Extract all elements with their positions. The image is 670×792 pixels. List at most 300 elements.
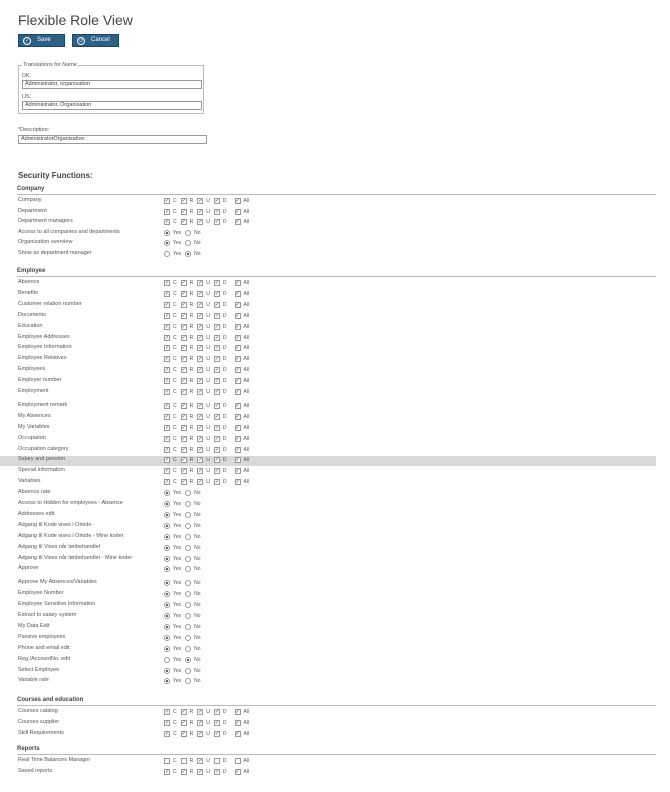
radio-no[interactable] <box>185 566 191 572</box>
checkbox-c[interactable] <box>164 219 170 225</box>
checkbox-c[interactable] <box>164 457 170 463</box>
radio-no[interactable] <box>185 556 191 562</box>
radio-yes[interactable] <box>164 556 170 562</box>
function-name: Occupation category <box>18 445 69 452</box>
checkbox-r[interactable] <box>181 447 187 453</box>
function-name: Absence <box>18 279 40 285</box>
checkbox-c[interactable] <box>164 378 170 384</box>
checkbox-d[interactable] <box>214 758 220 764</box>
checkbox-r[interactable] <box>181 280 187 286</box>
checkbox-u[interactable] <box>197 436 203 442</box>
checkbox-u[interactable] <box>197 291 203 297</box>
checkbox-d[interactable] <box>214 324 220 330</box>
checkbox-d[interactable] <box>214 457 220 463</box>
checkbox-all[interactable] <box>235 436 241 442</box>
function-name: Variables <box>18 478 41 485</box>
checkbox-u[interactable] <box>197 313 203 319</box>
checkbox-r[interactable] <box>181 302 187 308</box>
table-row <box>18 565 656 575</box>
radio-yes[interactable] <box>164 613 170 619</box>
crud-controls <box>164 447 253 453</box>
function-name: Phone and email edit <box>18 644 70 651</box>
checkbox-label-u: U <box>206 758 210 764</box>
radio-no[interactable] <box>185 534 191 540</box>
checkbox-c[interactable] <box>164 758 170 764</box>
radio-yes[interactable] <box>164 490 170 496</box>
checkbox-c[interactable] <box>164 280 170 286</box>
radio-no[interactable] <box>185 678 191 684</box>
radio-yes[interactable] <box>164 230 170 236</box>
us-name-input[interactable]: Administrator, Organisation <box>22 101 202 110</box>
checkbox-all[interactable] <box>235 302 241 308</box>
checkbox-d[interactable] <box>214 209 220 215</box>
radio-yes[interactable] <box>164 635 170 641</box>
checkbox-all[interactable] <box>235 447 241 453</box>
checkbox-d[interactable] <box>214 403 220 409</box>
checkbox-u[interactable] <box>197 457 203 463</box>
crud-controls <box>164 758 253 764</box>
checkbox-r[interactable] <box>181 291 187 297</box>
checkbox-u[interactable] <box>197 356 203 362</box>
radio-yes[interactable] <box>164 657 170 663</box>
checkbox-d[interactable] <box>214 436 220 442</box>
crud-controls <box>164 291 253 297</box>
checkbox-label-c: C <box>173 312 177 319</box>
checkbox-all[interactable] <box>235 389 241 395</box>
checkbox-all[interactable] <box>235 479 241 485</box>
checkbox-u[interactable] <box>197 209 203 215</box>
radio-label-no: No <box>194 533 201 540</box>
checkbox-label-all: All <box>243 402 250 409</box>
checkbox-d[interactable] <box>214 425 220 431</box>
checkbox-label-u: U <box>206 479 210 486</box>
radio-no[interactable] <box>185 624 191 630</box>
checkbox-r[interactable] <box>181 335 187 341</box>
radio-label-no: No <box>194 623 201 630</box>
checkbox-u[interactable] <box>197 468 203 474</box>
checkbox-c[interactable] <box>164 313 170 319</box>
radio-yes[interactable] <box>164 523 170 529</box>
checkbox-all[interactable] <box>235 324 241 330</box>
checkbox-label-c: C <box>173 345 177 352</box>
function-name: Real Time Balances Manager <box>18 757 91 763</box>
checkbox-all[interactable] <box>235 209 241 215</box>
checkbox-d[interactable] <box>214 280 220 286</box>
checkbox-all[interactable] <box>235 219 241 225</box>
radio-label-yes: Yes <box>173 522 182 529</box>
yes-no-controls <box>164 230 205 236</box>
checkbox-r[interactable] <box>181 209 187 215</box>
checkbox-c[interactable] <box>164 436 170 442</box>
checkbox-label-c: C <box>173 219 177 226</box>
checkbox-label-c: C <box>173 323 177 330</box>
checkbox-label-all: All <box>243 219 250 226</box>
checkbox-u[interactable] <box>197 447 203 453</box>
yes-no-controls <box>164 657 205 663</box>
checkbox-all[interactable] <box>235 720 241 726</box>
checkbox-label-all: All <box>243 290 250 297</box>
checkbox-d[interactable] <box>214 414 220 420</box>
crud-controls <box>164 345 253 351</box>
table-row <box>18 197 656 207</box>
table-row <box>18 579 656 589</box>
checkbox-u[interactable] <box>197 389 203 395</box>
checkbox-u[interactable] <box>197 425 203 431</box>
checkbox-r[interactable] <box>181 389 187 395</box>
checkbox-all[interactable] <box>235 758 241 764</box>
radio-label-yes: Yes <box>173 656 182 663</box>
dk-label: DK: <box>22 73 32 79</box>
checkbox-label-all: All <box>243 731 250 737</box>
radio-yes[interactable] <box>164 251 170 257</box>
table-row <box>18 555 656 565</box>
checkbox-label-all: All <box>243 479 250 486</box>
checkbox-u[interactable] <box>197 198 203 204</box>
table-row <box>18 250 656 260</box>
save-button[interactable] <box>18 34 65 47</box>
checkbox-label-u: U <box>206 468 210 475</box>
checkbox-c[interactable] <box>164 720 170 726</box>
radio-label-yes: Yes <box>173 533 182 540</box>
function-name: Customer relation number <box>18 300 82 307</box>
checkbox-label-u: U <box>206 345 210 352</box>
crud-controls <box>164 356 253 362</box>
radio-label-yes: Yes <box>173 613 182 619</box>
checkbox-u[interactable] <box>197 345 203 351</box>
radio-no[interactable] <box>185 545 191 551</box>
radio-no[interactable] <box>185 646 191 652</box>
function-name: Company <box>18 197 42 203</box>
checkbox-all[interactable] <box>235 291 241 297</box>
radio-yes[interactable] <box>164 534 170 540</box>
checkbox-d[interactable] <box>214 219 220 225</box>
radio-label-yes: Yes <box>173 240 182 247</box>
checkbox-d[interactable] <box>214 720 220 726</box>
table-row <box>18 601 656 611</box>
yes-no-controls <box>164 501 205 507</box>
checkbox-r[interactable] <box>181 313 187 319</box>
checkbox-d[interactable] <box>214 731 220 737</box>
checkbox-all[interactable] <box>235 378 241 384</box>
radio-no[interactable] <box>185 512 191 518</box>
checkbox-all[interactable] <box>235 280 241 286</box>
checkbox-r[interactable] <box>181 219 187 225</box>
checkbox-label-c: C <box>173 389 177 395</box>
checkbox-d[interactable] <box>214 468 220 474</box>
checkbox-label-d: D <box>222 378 227 385</box>
checkbox-c[interactable] <box>164 389 170 395</box>
checkbox-u[interactable] <box>197 758 203 764</box>
crud-controls <box>164 313 253 319</box>
radio-label-yes: Yes <box>173 645 182 652</box>
radio-no[interactable] <box>185 602 191 608</box>
checkbox-d[interactable] <box>214 389 220 395</box>
save-label: Save <box>37 37 51 43</box>
checkbox-all[interactable] <box>235 335 241 341</box>
radio-yes[interactable] <box>164 545 170 551</box>
table-row <box>18 645 656 655</box>
checkbox-r[interactable] <box>181 457 187 463</box>
checkbox-r[interactable] <box>181 769 187 775</box>
checkbox-label-u: U <box>206 457 210 464</box>
radio-no[interactable] <box>185 668 191 674</box>
yes-no-controls <box>164 512 205 518</box>
group-divider <box>17 276 656 277</box>
function-name: Employment <box>18 388 49 394</box>
checkbox-label-u: U <box>206 769 210 775</box>
checkbox-d[interactable] <box>214 367 220 373</box>
check-icon: ✓ <box>24 37 30 44</box>
checkbox-c[interactable] <box>164 198 170 204</box>
table-row <box>18 355 656 365</box>
checkbox-label-all: All <box>243 769 250 775</box>
checkbox-c[interactable] <box>164 731 170 737</box>
checkbox-c[interactable] <box>164 209 170 215</box>
checkbox-r[interactable] <box>181 367 187 373</box>
function-name: Documents <box>18 311 46 318</box>
function-name: Employer number <box>18 377 62 384</box>
crud-controls <box>164 209 253 215</box>
checkbox-label-r: R <box>189 446 194 453</box>
checkbox-u[interactable] <box>197 324 203 330</box>
checkbox-c[interactable] <box>164 291 170 297</box>
radio-no[interactable] <box>185 523 191 529</box>
checkbox-d[interactable] <box>214 345 220 351</box>
checkbox-label-r: R <box>189 334 194 341</box>
radio-yes[interactable] <box>164 501 170 507</box>
checkbox-c[interactable] <box>164 403 170 409</box>
checkbox-c[interactable] <box>164 479 170 485</box>
crud-controls <box>164 468 253 474</box>
radio-yes[interactable] <box>164 624 170 630</box>
checkbox-r[interactable] <box>181 198 187 204</box>
radio-yes[interactable] <box>164 678 170 684</box>
function-name: Employee Number <box>18 590 64 597</box>
function-name: Variable rate <box>18 677 49 684</box>
checkbox-label-d: D <box>222 323 227 330</box>
yes-no-controls <box>164 624 205 630</box>
cancel-button[interactable] <box>72 34 119 47</box>
radio-label-no: No <box>194 634 201 641</box>
checkbox-label-all: All <box>243 367 250 374</box>
checkbox-label-u: U <box>206 731 210 737</box>
checkbox-u[interactable] <box>197 367 203 373</box>
checkbox-label-c: C <box>173 356 177 363</box>
checkbox-all[interactable] <box>235 425 241 431</box>
checkbox-c[interactable] <box>164 324 170 330</box>
radio-no[interactable] <box>185 501 191 507</box>
checkbox-r[interactable] <box>181 479 187 485</box>
checkbox-label-c: C <box>173 290 177 297</box>
function-name: Salary and pension <box>18 456 66 463</box>
checkbox-r[interactable] <box>181 468 187 474</box>
table-row <box>18 489 656 499</box>
radio-label-yes: Yes <box>173 623 182 630</box>
radio-yes[interactable] <box>164 512 170 518</box>
table-row <box>18 634 656 644</box>
radio-no[interactable] <box>185 230 191 236</box>
radio-yes[interactable] <box>164 566 170 572</box>
checkbox-label-d: D <box>222 312 227 319</box>
checkbox-r[interactable] <box>181 709 187 715</box>
checkbox-r[interactable] <box>181 731 187 737</box>
checkbox-label-u: U <box>206 413 210 420</box>
checkbox-r[interactable] <box>181 414 187 420</box>
checkbox-label-u: U <box>206 389 210 395</box>
checkbox-label-all: All <box>243 345 250 352</box>
checkbox-c[interactable] <box>164 468 170 474</box>
checkbox-all[interactable] <box>235 709 241 715</box>
radio-yes[interactable] <box>164 591 170 597</box>
checkbox-all[interactable] <box>235 345 241 351</box>
function-name: Show as department manager <box>18 250 92 256</box>
checkbox-u[interactable] <box>197 335 203 341</box>
radio-no[interactable] <box>185 613 191 619</box>
checkbox-c[interactable] <box>164 709 170 715</box>
checkbox-u[interactable] <box>197 219 203 225</box>
radio-label-yes: Yes <box>173 229 182 236</box>
checkbox-label-c: C <box>173 198 177 204</box>
checkbox-d[interactable] <box>214 302 220 308</box>
table-row <box>18 402 656 412</box>
yes-no-controls <box>164 534 205 540</box>
checkbox-u[interactable] <box>197 403 203 409</box>
table-row <box>18 377 656 387</box>
checkbox-d[interactable] <box>214 335 220 341</box>
checkbox-label-all: All <box>243 323 250 330</box>
function-name: Courses catalog <box>18 708 58 714</box>
checkbox-d[interactable] <box>214 378 220 384</box>
checkbox-c[interactable] <box>164 302 170 308</box>
checkbox-c[interactable] <box>164 367 170 373</box>
radio-no[interactable] <box>185 490 191 496</box>
yes-no-controls <box>164 240 205 246</box>
radio-label-no: No <box>194 602 201 609</box>
radio-no[interactable] <box>185 240 191 246</box>
dk-name-input[interactable]: Administrator, organisation <box>22 80 202 89</box>
checkbox-all[interactable] <box>235 403 241 409</box>
function-name: Department <box>18 207 47 214</box>
checkbox-r[interactable] <box>181 425 187 431</box>
checkbox-label-r: R <box>189 709 194 715</box>
checkbox-u[interactable] <box>197 769 203 775</box>
checkbox-d[interactable] <box>214 709 220 715</box>
radio-yes[interactable] <box>164 646 170 652</box>
checkbox-label-d: D <box>222 720 227 726</box>
checkbox-u[interactable] <box>197 378 203 384</box>
checkbox-u[interactable] <box>197 280 203 286</box>
radio-yes[interactable] <box>164 240 170 246</box>
radio-yes[interactable] <box>164 602 170 608</box>
checkbox-label-d: D <box>222 367 227 374</box>
yes-no-controls <box>164 668 205 674</box>
radio-no[interactable] <box>185 251 191 257</box>
checkbox-r[interactable] <box>181 758 187 764</box>
checkbox-all[interactable] <box>235 731 241 737</box>
checkbox-label-all: All <box>243 468 250 475</box>
checkbox-label-r: R <box>189 402 194 409</box>
checkbox-r[interactable] <box>181 403 187 409</box>
radio-no[interactable] <box>185 580 191 586</box>
group-divider <box>17 194 656 195</box>
checkbox-c[interactable] <box>164 335 170 341</box>
checkbox-all[interactable] <box>235 769 241 775</box>
checkbox-label-d: D <box>222 424 227 431</box>
checkbox-u[interactable] <box>197 302 203 308</box>
checkbox-u[interactable] <box>197 479 203 485</box>
checkbox-c[interactable] <box>164 769 170 775</box>
checkbox-label-r: R <box>189 323 194 330</box>
radio-label-yes: Yes <box>173 501 182 507</box>
checkbox-label-r: R <box>189 479 194 486</box>
checkbox-label-all: All <box>243 301 250 308</box>
checkbox-label-c: C <box>173 720 177 726</box>
checkbox-label-r: R <box>189 731 194 737</box>
checkbox-all[interactable] <box>235 367 241 373</box>
description-label: *Description: <box>18 127 50 133</box>
radio-no[interactable] <box>185 657 191 663</box>
checkbox-c[interactable] <box>164 425 170 431</box>
checkbox-r[interactable] <box>181 345 187 351</box>
radio-label-no: No <box>194 667 201 674</box>
checkbox-d[interactable] <box>214 291 220 297</box>
checkbox-u[interactable] <box>197 709 203 715</box>
description-input[interactable]: AdministratorOrganisation <box>18 135 207 144</box>
checkbox-d[interactable] <box>214 356 220 362</box>
checkbox-label-u: U <box>206 280 210 286</box>
checkbox-u[interactable] <box>197 731 203 737</box>
function-name: Employees <box>18 366 46 373</box>
checkbox-r[interactable] <box>181 378 187 384</box>
checkbox-c[interactable] <box>164 345 170 351</box>
function-name: Adgang til Kode vises i Orkide - Mine koder <box>18 532 124 539</box>
checkbox-u[interactable] <box>197 720 203 726</box>
checkbox-all[interactable] <box>235 457 241 463</box>
checkbox-label-r: R <box>189 389 194 395</box>
checkbox-r[interactable] <box>181 324 187 330</box>
checkbox-all[interactable] <box>235 414 241 420</box>
checkbox-r[interactable] <box>181 436 187 442</box>
radio-no[interactable] <box>185 591 191 597</box>
checkbox-all[interactable] <box>235 468 241 474</box>
checkbox-label-c: C <box>173 413 177 420</box>
checkbox-d[interactable] <box>214 313 220 319</box>
checkbox-label-r: R <box>189 413 194 420</box>
radio-label-yes: Yes <box>173 634 182 641</box>
table-row <box>18 290 656 300</box>
checkbox-label-d: D <box>222 468 227 475</box>
checkbox-d[interactable] <box>214 769 220 775</box>
checkbox-all[interactable] <box>235 313 241 319</box>
checkbox-label-d: D <box>222 290 227 297</box>
checkbox-r[interactable] <box>181 720 187 726</box>
table-row <box>18 388 656 398</box>
radio-no[interactable] <box>185 635 191 641</box>
checkbox-c[interactable] <box>164 414 170 420</box>
checkbox-d[interactable] <box>214 447 220 453</box>
checkbox-c[interactable] <box>164 356 170 362</box>
radio-yes[interactable] <box>164 580 170 586</box>
checkbox-d[interactable] <box>214 198 220 204</box>
checkbox-d[interactable] <box>214 479 220 485</box>
checkbox-all[interactable] <box>235 356 241 362</box>
checkbox-all[interactable] <box>235 198 241 204</box>
checkbox-c[interactable] <box>164 447 170 453</box>
checkbox-r[interactable] <box>181 356 187 362</box>
function-name: Approve <box>18 565 39 572</box>
radio-yes[interactable] <box>164 668 170 674</box>
checkbox-u[interactable] <box>197 414 203 420</box>
